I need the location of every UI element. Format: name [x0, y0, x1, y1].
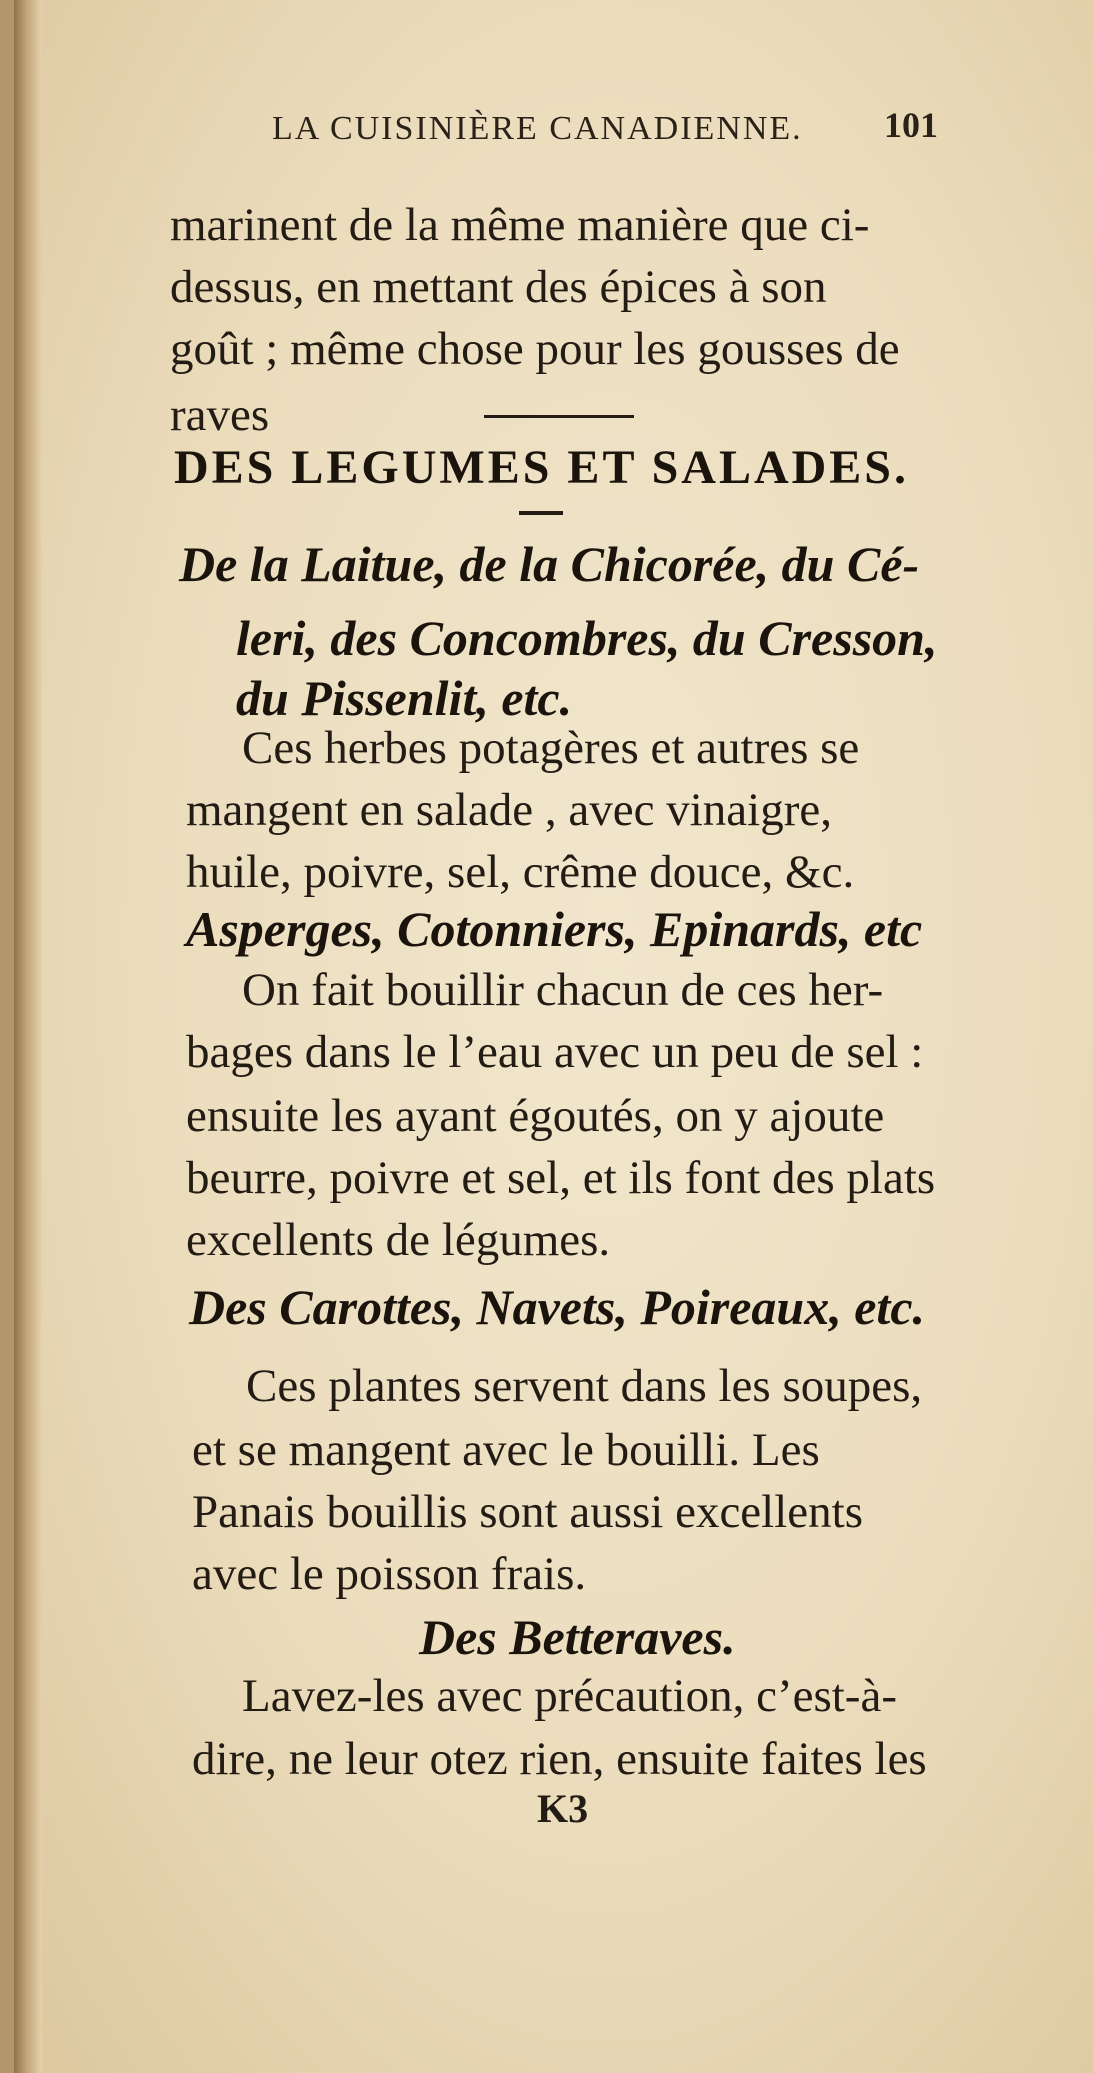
text-line: Lavez-les avec précaution, c’est-à- — [242, 1670, 897, 1722]
text-line: goût ; même chose pour les gousses de — [170, 323, 900, 375]
page-gutter-shadow — [14, 0, 42, 2073]
text-line: raves — [170, 389, 270, 441]
text-line: dire, ne leur otez rien, ensuite faites les — [192, 1733, 927, 1785]
divider-rule — [484, 415, 634, 418]
text-line: mangent en salade , avec vinaigre, — [186, 784, 832, 836]
text-line: excellents de légumes. — [186, 1214, 611, 1266]
text-line: ensuite les ayant égoutés, on y ajoute — [186, 1090, 885, 1142]
text-line: dessus, en mettant des épices à son — [170, 261, 827, 313]
section-heading: DES LEGUMES ET SALADES. — [174, 441, 909, 494]
text-line: Ces plantes servent dans les soupes, — [246, 1360, 923, 1412]
text-line: et se mangent avec le bouilli. Les — [192, 1424, 820, 1476]
text-line: Ces herbes potagères et autres se — [242, 722, 860, 774]
page-number: 101 — [884, 105, 938, 145]
text-line: Panais bouillis sont aussi excellents — [192, 1486, 863, 1538]
text-line: On fait bouillir chacun de ces her- — [242, 964, 884, 1016]
text-line: beurre, poivre et sel, et ils font des plats — [186, 1152, 936, 1204]
entry-heading: Asperges, Cotonniers, Epinards, etc — [186, 901, 923, 957]
text-line: huile, poivre, sel, crême douce, &c. — [186, 846, 855, 898]
signature-mark: K3 — [537, 1786, 589, 1831]
divider-rule-short — [519, 511, 563, 515]
entry-heading: Des Betteraves. — [419, 1609, 736, 1665]
entry-heading: leri, des Concombres, du Cresson, — [236, 610, 938, 666]
book-page — [14, 0, 1093, 2073]
entry-heading: Des Carottes, Navets, Poireaux, etc. — [189, 1279, 926, 1335]
running-head-title: LA CUISINIÈRE CANADIENNE. — [272, 110, 803, 147]
entry-heading: De la Laitue, de la Chicorée, du Cé- — [179, 536, 920, 592]
entry-heading: du Pissenlit, etc. — [236, 670, 573, 726]
text-line: marinent de la même manière que ci- — [170, 199, 870, 251]
text-line: bages dans le l’eau avec un peu de sel : — [186, 1026, 924, 1078]
text-line: avec le poisson frais. — [192, 1548, 587, 1600]
